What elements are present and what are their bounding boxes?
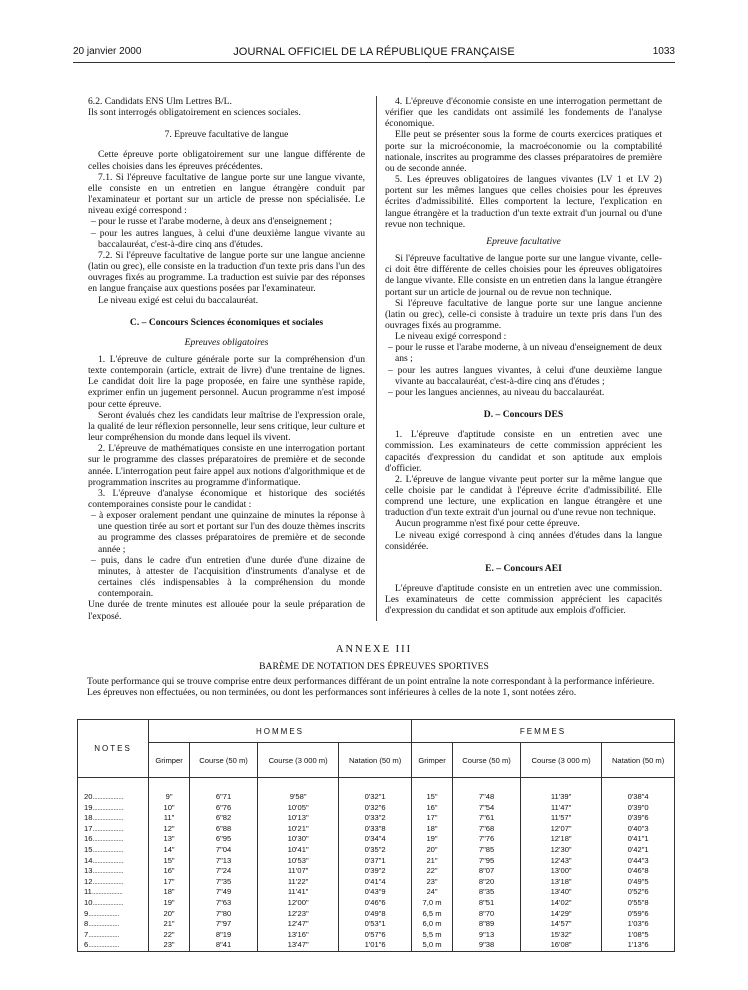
table-cell: 7"97 [190,919,258,930]
table-cell: 11'22" [258,877,339,888]
paragraph: Si l'épreuve facultative de langue porte sur une langue ancienne (latin ou grec), celle-ci consiste à traduire un texte pris dans l'un des ouvrages fixés au programme. [385,297,662,331]
table-cell: 8"41 [190,940,258,951]
dash-item: – à exposer oralement pendant une quinzaine de minutes la réponse à une question tirée au sort et portant sur l'un des douze thèmes inscrits au programme des classes préparatoires de première et de seconde année ; [91,510,365,555]
table-cell: 0'49"5 [602,877,675,888]
leader-dots: ................... [92,844,124,854]
table-row [78,940,675,951]
paragraph: 7.1. Si l'épreuve facultative de langue porte sur une langue vivante, elle consiste en un entretien en langue étrangère conduit par l'examinateur et portant sur un article de presse non spécialisée. Le niveau exigé correspond : [88,171,365,217]
table-cell: 0'37"1 [339,856,412,867]
paragraph: Le niveau exigé correspond à cinq années d'études dans la langue considérée. [385,529,662,552]
table-cell: 16'08" [520,940,601,951]
table-row [78,778,675,803]
table-cell: 6"88 [190,824,258,835]
table-row [78,909,675,920]
table-cell: 0'46"8 [602,866,675,877]
table-cell: 14" [149,845,190,856]
leader-dots: ................... [92,792,124,801]
column-header: Natation (50 m) [602,743,675,778]
column-header: Course (50 m) [453,743,521,778]
paragraph: 7.2. Si l'épreuve facultative de langue porte sur une langue ancienne (latin ou grec), elle consiste en la traduction d'un texte pris dans l'un des ouvrages fixés au programme. La traduction est suivie par des réponses en langue française aux questions posées par l'examinateur. [88,249,365,295]
table-row [78,919,675,930]
table-cell: 10'21" [258,824,339,835]
notes-header: NOTES [78,720,149,778]
paragraph: Le niveau exigé correspond : [395,331,507,343]
table-cell: 5,5 m [411,930,452,941]
table-cell: 7"80 [190,909,258,920]
table-cell: 7"04 [190,845,258,856]
table-cell: 1'01"6 [339,940,412,951]
note-value: 14 [84,855,93,865]
column-header: Course (3 000 m) [258,743,339,778]
annex-subtitle: BARÈME DE NOTATION DES ÉPREUVES SPORTIVES [259,661,489,672]
table-cell: 22" [149,930,190,941]
column-header: Course (3 000 m) [520,743,601,778]
table-cell: 19" [411,834,452,845]
leader-dots: ................... [88,919,119,929]
left-column [88,96,365,622]
note-value: 6 [84,940,89,950]
table-cell: 7"48 [453,778,521,803]
note-cell [78,856,149,867]
table-cell: 23" [411,877,452,888]
table-row [78,898,675,909]
table-cell: 13'18" [520,877,601,888]
table-cell: 6"82 [190,813,258,824]
section-heading: C. – Concours Sciences économiques et sociales [129,316,324,328]
table-cell: 13" [149,834,190,845]
table-cell: 0'38"4 [602,778,675,803]
paragraph: Les épreuves non effectuées, ou non terminées, ou dont les performances sont inférieures à celles de la note 1, sont notées zéro. [87,687,577,699]
table-cell: 5,0 m [411,940,452,951]
table-cell: 7"76 [453,834,521,845]
table-cell: 15'32" [520,930,601,941]
leader-dots: ................... [92,834,124,844]
note-value: 17 [84,823,93,833]
table-cell: 12'43" [520,856,601,867]
table-cell: 8"07 [453,866,521,877]
table-cell: 0'39"6 [602,813,675,824]
table-cell: 0'39"0 [602,803,675,814]
note-value: 10 [84,897,93,907]
table-cell: 12'47" [258,919,339,930]
dash-item: – pour les autres langues vivantes, à celui d'une deuxième langue vivante au baccalauréat, c'est-à-dire cinq ans d'études ; [388,364,662,387]
paragraph: Si l'épreuve facultative de langue porte sur une langue vivante, celle-ci doit être différente de celles choisies pour les épreuves obligatoires de langue vivante. Elle consiste en un entretien dans la langue étrangère portant sur un article de journal ou de revue non technique. [385,253,662,298]
leader-dots: ................... [92,866,124,876]
table-row [78,887,675,898]
table-cell: 16" [149,866,190,877]
note-cell [78,866,149,877]
table-cell: 9'58" [258,778,339,803]
table-cell: 9"13 [453,930,521,941]
note-cell [78,877,149,888]
table-cell: 17" [411,813,452,824]
table-cell: 0'53"1 [339,919,412,930]
table-cell: 10'13" [258,813,339,824]
table-cell: 0'32"1 [339,778,412,803]
table-cell: 13'40" [520,887,601,898]
table-cell: 7"68 [453,824,521,835]
table-cell: 0'39"2 [339,866,412,877]
table-cell: 0'33"2 [339,813,412,824]
table-cell: 18" [411,824,452,835]
note-cell [78,919,149,930]
table-cell: 12'30" [520,845,601,856]
table-cell: 6,0 m [411,919,452,930]
subsection-heading: Epreuve facultative [486,235,561,247]
table-cell: 10'30" [258,834,339,845]
paragraph: 2. L'épreuve de langue vivante peut porter sur la même langue que celle choisie par le candidat à l'épreuve écrite d'admissibilité. Elle comprend une lecture, une explication en langue étrangère et une traduction d'un texte extrait d'un journal ou d'une revue non technique. [385,473,662,519]
note-value: 7 [84,929,89,939]
section-heading: D. – Concours DES [483,409,564,421]
table-body [78,778,675,952]
table-cell: 23" [149,940,190,951]
table-cell: 0'34"4 [339,834,412,845]
header-page-number: 1033 [652,46,675,57]
table-cell: 6"95 [190,834,258,845]
table-cell: 0'43"9 [339,887,412,898]
note-value: 12 [84,876,93,886]
table-cell: 8"35 [453,887,521,898]
paragraph: 3. L'épreuve d'analyse économique et historique des sociétés contemporaines consiste pour le candidat : [88,487,365,510]
column-divider [376,96,377,621]
leader-dots: ................... [92,813,124,823]
table-row [78,866,675,877]
paragraph: 1. L'épreuve d'aptitude consiste en un entretien avec une commission. Les examinateurs de cette commission apprécient les capacités d'expression du candidat et son aptitude aux emplois d'officier. [385,429,662,474]
note-cell [78,930,149,941]
femmes-header: FEMMES [411,720,674,743]
table-row [78,845,675,856]
note-value: 15 [84,844,93,854]
leader-dots: ................... [92,876,124,886]
table-cell: 22" [411,866,452,877]
table-cell: 1'08"5 [602,930,675,941]
table-row [78,856,675,867]
table-cell: 14'29" [520,909,601,920]
paragraph: 1. L'épreuve de culture générale porte sur la compréhension d'un texte contemporain (article, extrait de livre) d'une trentaine de lignes. Le candidat doit lire la page proposée, en faire une synthèse rapide, exprimer enfin un jugement personnel. Aucun programme n'est imposé pour cette épreuve. [88,353,365,410]
table-cell: 0'41"4 [339,877,412,888]
paragraph: 4. L'épreuve d'économie consiste en une interrogation permettant de vérifier que les candidats ont assimilé les fondements de l'analyse économique. [385,96,662,130]
hommes-header: HOMMES [149,720,412,743]
table-cell: 14'57" [520,919,601,930]
table-cell: 8"51 [453,898,521,909]
table-cell: 0'57"6 [339,930,412,941]
table-cell: 0'46"6 [339,898,412,909]
table-cell: 10'53" [258,856,339,867]
dash-item: – pour les langues anciennes, au niveau du baccalauréat. [388,386,605,398]
table-cell: 11'47" [520,803,601,814]
section-heading: 7. Epreuve facultative de langue [164,129,289,141]
column-header: Grimper [411,743,452,778]
table-cell: 24" [411,887,452,898]
column-header: Course (50 m) [190,743,258,778]
paragraph: Une durée de trente minutes est allouée pour la seule préparation de l'exposé. [88,599,365,622]
note-cell [78,778,149,803]
table-row [78,824,675,835]
table-cell: 8"19 [190,930,258,941]
table-cell: 8"20 [453,877,521,888]
note-cell [78,909,149,920]
note-value: 8 [84,919,89,929]
table-row [78,877,675,888]
right-column [385,96,662,617]
subsection-heading: Epreuves obligatoires [184,336,269,348]
table-cell: 0'49"8 [339,909,412,920]
table-cell: 16" [411,803,452,814]
table-cell: 13'47" [258,940,339,951]
paragraph: Seront évalués chez les candidats leur maîtrise de l'expression orale, la qualité de leur réflexion personnelle, leur sens critique, leur culture et leur compréhension du monde dans lequel ils vivent. [88,409,365,444]
paragraph: Cette épreuve porte obligatoirement sur une langue différente de celles choisies dans les épreuves précédentes. [88,149,365,172]
table-cell: 0'52"6 [602,887,675,898]
table-cell: 0'44"3 [602,856,675,867]
table-cell: 21" [411,856,452,867]
section-heading: E. – Concours AEI [485,562,562,574]
leader-dots: ................... [92,855,124,865]
leader-dots: ................... [91,887,123,897]
table-cell: 15" [411,778,452,803]
table-cell: 0'33"8 [339,824,412,835]
column-header: Natation (50 m) [339,743,412,778]
paragraph: 2. L'épreuve de mathématiques consiste en une interrogation portant sur le programme des classes préparatoires de première et de seconde année. L'interrogation peut faire appel aux notions d'algorithmique et de programmation inscrites au programme d'informatique. [88,443,365,488]
table-cell: 19" [149,898,190,909]
table-cell: 7"49 [190,887,258,898]
header-date: 20 janvier 2000 [73,46,142,57]
table-cell: 7"24 [190,866,258,877]
table-cell: 11'07" [258,866,339,877]
table-cell: 15" [149,856,190,867]
note-cell [78,803,149,814]
table-cell: 0'32"6 [339,803,412,814]
table-cell: 0'59"6 [602,909,675,920]
leader-dots: ................... [92,897,124,907]
table-cell: 12'07" [520,824,601,835]
table-cell: 9" [149,778,190,803]
table-row [78,803,675,814]
dash-item: – pour les autres langues, à celui d'une deuxième langue vivante au baccalauréat, c'est-à-dire cinq ans d'études. [91,227,365,250]
dash-item: – pour le russe et l'arabe moderne, à un niveau d'enseignement de deux ans ; [388,342,662,365]
table-cell: 12'00" [258,898,339,909]
note-value: 19 [84,802,93,812]
note-value: 9 [84,908,89,918]
table-cell: 6"76 [190,803,258,814]
table-cell: 6"71 [190,778,258,803]
header-rule [73,62,675,63]
paragraph: Ils sont interrogés obligatoirement en sciences sociales. [88,107,301,119]
note-cell [78,834,149,845]
table-cell: 12'23" [258,909,339,920]
leader-dots: ................... [88,940,119,950]
table-cell: 12'18" [520,834,601,845]
table-row [78,930,675,941]
table-cell: 12" [149,824,190,835]
table-cell: 8"89 [453,919,521,930]
table-cell: 21" [149,919,190,930]
note-cell [78,887,149,898]
table-cell: 18" [149,887,190,898]
note-cell [78,898,149,909]
table-cell: 0'42"1 [602,845,675,856]
table-cell: 7"85 [453,845,521,856]
table-cell: 14'02" [520,898,601,909]
leader-dots: ................... [88,908,119,918]
table-cell: 20" [149,909,190,920]
table-cell: 10'41" [258,845,339,856]
paragraph: Elle peut se présenter sous la forme de courts exercices pratiques et porte sur la microéconomie, la macroéconomie ou la comptabilité nationale, inscrites au programme des classes préparatoires de première ou de seconde année. [385,129,662,174]
table-cell: 0'55"8 [602,898,675,909]
paragraph: Toute performance qui se trouve comprise entre deux performances différant de un point entraîne la note correspondant à la performance inférieure. [87,676,655,687]
table-cell: 8"70 [453,909,521,920]
table-cell: 0'40"3 [602,824,675,835]
header-journal-title: JOURNAL OFFICIEL DE LA RÉPUBLIQUE FRANÇAISE [233,46,515,58]
table-cell: 1'13"6 [602,940,675,951]
performance-table [77,719,675,952]
table-cell: 7,0 m [411,898,452,909]
table-cell: 10" [149,803,190,814]
table-cell: 11'57" [520,813,601,824]
note-cell [78,940,149,951]
table-row [78,834,675,845]
paragraph: Aucun programme n'est fixé pour cette épreuve. [395,518,580,530]
note-value: 20 [84,792,93,801]
paragraph: L'épreuve d'aptitude consiste en un entretien avec une commission. Les examinateurs de cette commission apprécient les capacités d'expression du candidat et son aptitude aux emplois d'officier. [385,583,662,617]
leader-dots: ................... [88,929,119,939]
leader-dots: ................... [92,802,124,812]
annex-title: ANNEXE III [335,644,413,655]
paragraph: Le niveau exigé est celui du baccalauréat. [98,294,259,306]
note-value: 13 [84,866,93,876]
table-cell: 7"13 [190,856,258,867]
table-cell: 7"61 [453,813,521,824]
table-cell: 11'41" [258,887,339,898]
annex-intro [75,676,675,698]
table-cell: 11" [149,813,190,824]
table-row [78,813,675,824]
table-cell: 11'39" [520,778,601,803]
note-cell [78,813,149,824]
table-cell: 9"38 [453,940,521,951]
note-value: 18 [84,813,93,823]
table-cell: 13'00" [520,866,601,877]
table-cell: 10'05" [258,803,339,814]
column-header: Grimper [149,743,190,778]
table-cell: 20" [411,845,452,856]
note-cell [78,845,149,856]
page-header [73,46,675,60]
leader-dots: ................... [92,823,124,833]
paragraph: 6.2. Candidats ENS Ulm Lettres B/L. [88,96,232,107]
paragraph: 5. Les épreuves obligatoires de langues vivantes (LV 1 et LV 2) portent sur les mêmes langues que celles choisies pour les épreuves écrites d'admissibilité. Elles comportent la lecture, l'explication en langue étrangère et la traduction d'un texte extrait d'un journal ou d'une revue non technique. [385,174,662,230]
table-cell: 6,5 m [411,909,452,920]
dash-item: – puis, dans le cadre d'un entretien d'une durée d'une dizaine de minutes, à attester de l'acquisition d'instruments d'analyse et de certaines clés indispensables à la compréhension du monde contemporain. [91,554,365,600]
table-cell: 7"35 [190,877,258,888]
table-cell: 17" [149,877,190,888]
table-cell: 1'03"6 [602,919,675,930]
dash-item: – pour le russe et l'arabe moderne, à deux ans d'enseignement ; [91,216,333,228]
note-value: 16 [84,834,93,844]
table-cell: 0'41"1 [602,834,675,845]
table-cell: 7"54 [453,803,521,814]
table-cell: 0'35"2 [339,845,412,856]
table-cell: 13'16" [258,930,339,941]
table-cell: 7"63 [190,898,258,909]
table-cell: 7"95 [453,856,521,867]
note-cell [78,824,149,835]
note-value: 11 [84,887,92,897]
